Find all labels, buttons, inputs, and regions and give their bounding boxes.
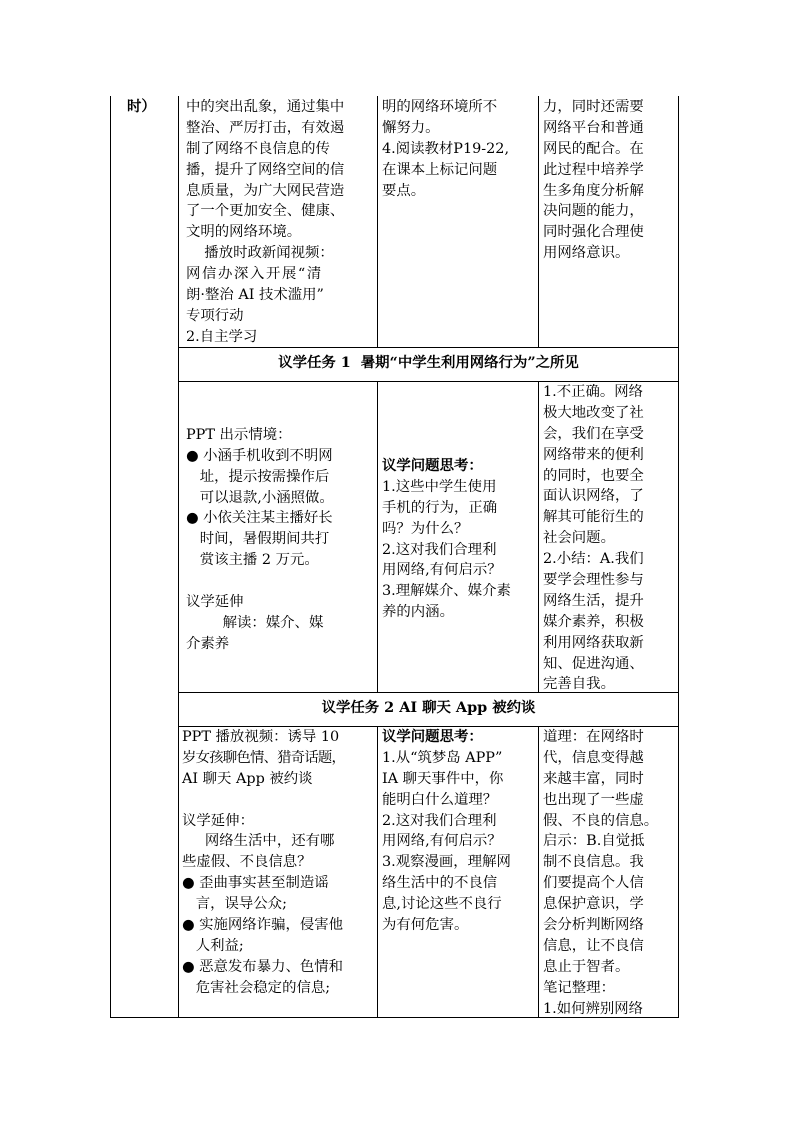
text-line: 言，误导公众; <box>182 896 287 913</box>
text-line: 为有何危害。 <box>382 917 469 934</box>
text-line: 力，同时还需要 <box>543 99 644 115</box>
text-line: 整治、严厉打击，有效遏 <box>186 119 345 136</box>
text-line: 1.不正确。网络 <box>543 384 644 400</box>
text-line: 笔记整理： <box>543 979 615 996</box>
text-line: 人利益; <box>182 937 244 954</box>
text-line: 们要提高个人信 <box>543 875 644 892</box>
text-line: 网络生活中，还有哪 <box>182 833 335 850</box>
text-line: 2.小结：A.我们 <box>543 551 644 568</box>
text-line: 要点。 <box>382 182 426 199</box>
text-line: 媒介素养，积极 <box>543 613 644 630</box>
text-line: 此过程中培养学 <box>543 161 644 178</box>
teacher-activity-cell-top <box>186 97 374 348</box>
text-line: 的同时，也要全 <box>543 467 644 484</box>
text-line: 岁女孩聊色情、猎奇话题， <box>182 749 346 766</box>
text-line: 极大地改变了社 <box>543 404 644 421</box>
text-line: 知、促进沟通、 <box>543 655 644 672</box>
task2-student-cell <box>382 727 536 936</box>
text-line: 息,讨论这些不良行 <box>382 896 502 913</box>
text-line: 1.这些中学生使用 <box>382 478 497 495</box>
text-line: 赏该主播 2 万元。 <box>186 552 319 569</box>
table-divider-col3-mid <box>377 381 378 692</box>
text-line: 代，信息变得越 <box>543 749 644 766</box>
text-line: 介素养 <box>186 635 230 652</box>
text-line: 3.观察漫画，理解网 <box>382 854 511 871</box>
text-line: 3.理解媒介、媒介素 <box>382 583 511 600</box>
task1-student-cell <box>382 456 536 623</box>
text-line: 决问题的能力， <box>543 203 644 220</box>
text-line: 可以退款,小涵照做。 <box>186 489 334 506</box>
table-divider-col3-bot <box>377 726 378 1018</box>
task2-heading-cell <box>178 698 679 719</box>
text-line: 面认识网络，了 <box>543 488 644 505</box>
text-line: 吗？为什么？ <box>382 520 469 537</box>
stage-label: 时） <box>127 98 156 115</box>
text-line: 网信办深入开展“清 <box>186 266 323 283</box>
task2-teacher-cell <box>182 727 376 999</box>
text-line: 文明的网络环境。 <box>186 224 302 241</box>
text-line: 4.阅读教材P19-22, <box>382 140 510 157</box>
text-line <box>186 571 374 592</box>
text-line: IA 聊天事件中，你 <box>382 770 504 787</box>
text-line: 网络带来的便利 <box>543 446 644 463</box>
text-line: 社会问题。 <box>543 530 615 547</box>
text-line: 1.从“筑梦岛 APP” <box>382 749 503 766</box>
text-line: 用网络,有何启示？ <box>382 562 502 579</box>
text-line: 朗·整治 AI 技术滥用” <box>186 287 324 304</box>
text-line: 络生活中的不良信 <box>382 875 498 892</box>
bullet-item: ● 恶意发布暴力、色情和 <box>182 958 344 975</box>
text-line: 网络生活，提升 <box>543 592 644 609</box>
text-line: 能明白什么道理？ <box>382 791 498 808</box>
text-line: 播放时政新闻视频： <box>186 245 334 262</box>
text-line: 议学延伸 <box>186 594 244 611</box>
bullet-item: ● 小依关注某主播好长 <box>186 510 333 527</box>
table-divider-col2 <box>178 96 179 1018</box>
text-line: 了一个更加安全、健康、 <box>186 203 345 220</box>
text-line: 生多角度分析解 <box>543 182 644 199</box>
text-line: 同时强化合理使 <box>543 224 644 241</box>
text-line: 2.这对我们合理利 <box>382 812 497 829</box>
text-line: 道理：在网络时 <box>543 729 644 745</box>
text-line: 养的内涵。 <box>382 604 454 621</box>
bullet-item: ● 实施网络诈骗，侵害他 <box>182 917 344 934</box>
text-line: 解读：媒介、媒 <box>186 614 324 631</box>
design-intent-cell-top <box>543 97 677 264</box>
text-line: 息质量，为广大网民营造 <box>186 182 345 199</box>
text-line: 也出现了一些虚 <box>543 791 644 808</box>
task2-heading: 议学任务 2 AI 聊天 App 被约谈 <box>321 699 536 716</box>
text-line: 假、不良的信息。 <box>543 812 659 829</box>
text-line: 1.如何辨别网络 <box>543 1000 644 1017</box>
task1-intent-cell <box>543 382 677 695</box>
text-line: 明的网络环境所不 <box>382 99 498 115</box>
text-line: 息止于智者。 <box>543 958 630 975</box>
table-divider-col4-top <box>538 96 539 347</box>
text-line: 播，提升了网络空间的信 <box>186 161 345 178</box>
question-title: 议学问题思考： <box>382 457 483 474</box>
text-line: 会，我们在享受 <box>543 425 644 442</box>
text-line: 些虚假、不良信息？ <box>182 854 312 871</box>
text-line: 议学延伸： <box>182 812 254 829</box>
text-line: 息保护意识，学 <box>543 896 644 913</box>
task2-intent-cell <box>543 727 677 1019</box>
text-line: 2.自主学习 <box>186 328 258 345</box>
bullet-item: ● 小涵手机收到不明网 <box>186 447 333 464</box>
text-line <box>186 404 374 425</box>
text-line: 会分析判断网络 <box>543 917 644 934</box>
text-line: PPT 出示情境： <box>186 426 292 443</box>
text-line: 启示：B.自觉抵 <box>543 833 645 850</box>
task1-heading-cell <box>178 353 679 374</box>
table-border-left <box>110 96 111 1018</box>
table-divider-col4-mid <box>538 381 539 692</box>
text-line: 中的突出乱象，通过集中 <box>186 99 345 115</box>
table-divider-col3-top <box>377 96 378 347</box>
task1-teacher-cell <box>186 404 374 655</box>
text-line: 时间，暑假期间共打 <box>186 531 330 548</box>
student-activity-cell-top <box>382 97 536 201</box>
text-line: AI 聊天 App 被约谈 <box>182 770 313 787</box>
text-line <box>182 790 376 811</box>
text-line: 网络平台和普通 <box>543 119 644 136</box>
text-line: 制不良信息。我 <box>543 854 644 871</box>
text-line: 用网络,有何启示？ <box>382 833 502 850</box>
text-line: PPT 播放视频：诱导 10 <box>182 729 340 745</box>
text-line: 来越丰富，同时 <box>543 770 644 787</box>
text-line: 要学会理性参与 <box>543 572 644 589</box>
text-line: 址，提示按需操作后 <box>186 468 330 485</box>
text-line: 危害社会稳定的信息; <box>182 979 331 996</box>
text-line: 用网络意识。 <box>543 245 630 262</box>
text-line: 专项行动 <box>186 307 244 324</box>
table-border-right <box>678 96 679 1018</box>
text-line: 解其可能衍生的 <box>543 509 644 526</box>
bullet-item: ● 歪曲事实甚至制造谣 <box>182 875 329 892</box>
text-line: 手机的行为，正确 <box>382 499 498 516</box>
question-title: 议学问题思考： <box>382 728 483 745</box>
text-line: 制了网络不良信息的传 <box>186 140 330 157</box>
text-line: 在课本上标记问题 <box>382 161 498 178</box>
stage-label-cell <box>127 97 156 118</box>
text-line: 网民的配合。在 <box>543 140 644 157</box>
text-line: 信息，让不良信 <box>543 937 644 954</box>
text-line: 完善自我。 <box>543 676 615 693</box>
text-line: 2.这对我们合理利 <box>382 541 497 558</box>
text-line: 利用网络获取新 <box>543 634 644 651</box>
table-divider-col4-bot <box>538 726 539 1018</box>
text-line: 懈努力。 <box>382 119 440 136</box>
task1-heading: 议学任务 1 暑期“中学生利用网络行为”之所见 <box>278 354 579 371</box>
